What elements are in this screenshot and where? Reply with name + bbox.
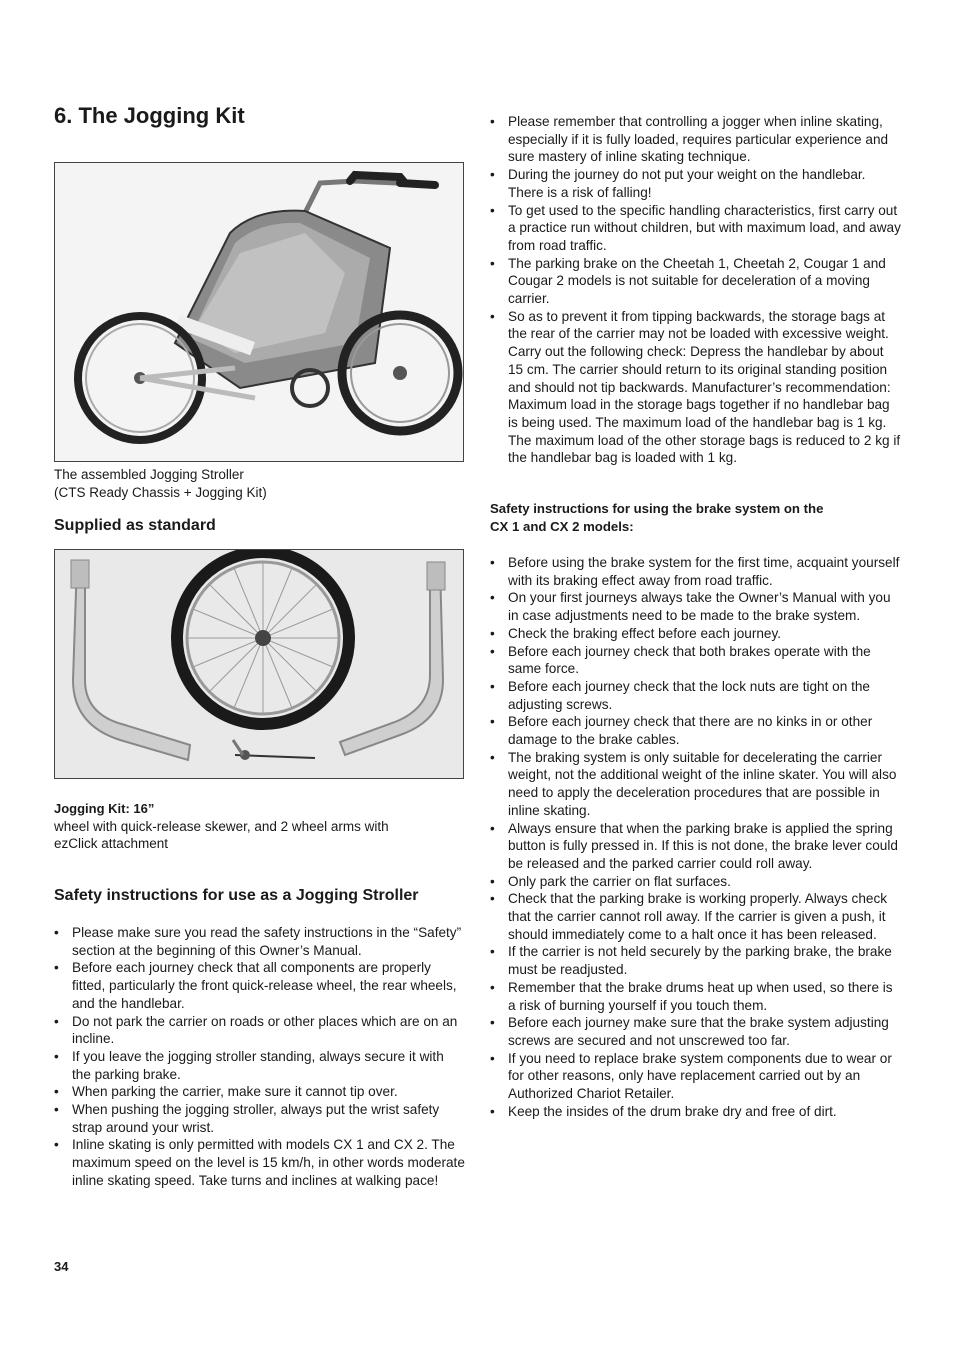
list-item: • When parking the carrier, make sure it cannot tip over. [54,1083,466,1101]
list-item: • Before each journey check that the lock nuts are tight on the adjusting screws. [490,678,902,713]
list-item: • Please remember that controlling a jogger when inline skating, especially if it is fully loaded, requires particular experience and sure mastery of inline skating technique. [490,113,902,166]
list-item: • The parking brake on the Cheetah 1, Cheetah 2, Cougar 1 and Cougar 2 models is not suitable for deceleration of a moving carrier. [490,255,902,308]
list-item: • Check that the parking brake is working properly. Always check that the carrier cannot roll away. If the carrier is given a push, it should immediately come to a halt once it has been released. [490,890,902,943]
list-item: • On your first journeys always take the Owner’s Manual with you in case adjustments need to be made to the brake system. [490,589,902,624]
kit-desc-line-1: wheel with quick-release skewer, and 2 wheel arms with [54,818,389,834]
list-item: • If you need to replace brake system components due to wear or for other reasons, only have replacement carried out by an Authorized Chariot Retailer. [490,1050,902,1103]
list-item: • Check the braking effect before each journey. [490,625,902,643]
jogging-kit-photo [54,549,464,779]
list-item: • Keep the insides of the drum brake dry and free of dirt. [490,1103,902,1121]
jogging-kit-caption [54,800,464,853]
list-item: • Only park the carrier on flat surfaces. [490,873,902,891]
list-item: • Before using the brake system for the first time, acquaint yourself with its braking effect away from road traffic. [490,554,902,589]
list-item: • Before each journey check that there are no kinks in or other damage to the brake cables. [490,713,902,748]
brake-heading-line-2: CX 1 and CX 2 models: [490,519,634,534]
safety-jogging-list [54,924,466,1190]
list-item: • So as to prevent it from tipping backwards, the storage bags at the rear of the carrier may not be loaded with excessive weight. Carry out the following check: Depress the handlebar by about 15 cm. The carrier should return to its original standing position and should not tip backwards. Manufacturer’s recommendation: Maximum load in the storage bags together if no handlebar bag is being used. The maximum load of the handlebar bag is 1 kg. The maximum load of the other storage bags is reduced to 2 kg if the handlebar bag is loaded with 1 kg. [490,308,902,467]
brake-heading [490,500,902,536]
safety-continued-list [490,113,902,467]
caption-line-2: (CTS Ready Chassis + Jogging Kit) [54,485,267,500]
stroller-photo [54,162,464,462]
list-item: • To get used to the specific handling characteristics, first carry out a practice run without children, but with maximum load, and away from road traffic. [490,202,902,255]
brake-heading-line-1: Safety instructions for using the brake system on the [490,501,824,516]
supplied-heading: Supplied as standard [54,517,216,534]
page-title: 6. The Jogging Kit [54,103,245,128]
list-item: • Inline skating is only permitted with models CX 1 and CX 2. The maximum speed on the level is 15 km/h, in other words moderate inline skating speed. Take turns and inclines at walking pace! [54,1136,466,1189]
list-item: • When pushing the jogging stroller, always put the wrist safety strap around your wrist. [54,1101,466,1136]
list-item: • Before each journey make sure that the brake system adjusting screws are secured and not unscrewed too far. [490,1014,902,1049]
list-item: • During the journey do not put your weight on the handlebar. There is a risk of falling! [490,166,902,201]
kit-desc-line-2: ezClick attachment [54,836,169,851]
stroller-caption [54,466,464,502]
brake-list [490,554,902,1121]
list-item: • If the carrier is not held securely by the parking brake, the brake must be readjusted. [490,943,902,978]
list-item: • Do not park the carrier on roads or other places which are on an incline. [54,1013,466,1048]
list-item: • If you leave the jogging stroller standing, always secure it with the parking brake. [54,1048,466,1083]
list-item: • Always ensure that when the parking brake is applied the spring button is fully pressed in. If this is not done, the brake lever could be released and the parked carrier could roll away. [490,820,902,873]
list-item: • Please make sure you read the safety instructions in the “Safety” section at the beginning of this Owner’s Manual. [54,924,466,959]
safety-jogging-heading: Safety instructions for use as a Jogging Stroller [54,887,419,904]
list-item: • The braking system is only suitable for decelerating the carrier weight, not the additional weight of the inline skater. You will also need to apply the deceleration procedures that are possible in inline skating. [490,749,902,820]
kit-title: Jogging Kit: 16” [54,801,155,816]
list-item: • Remember that the brake drums heat up when used, so there is a risk of burning yourself if you touch them. [490,979,902,1014]
caption-line-1: The assembled Jogging Stroller [54,467,244,482]
page-number: 34 [54,1259,69,1274]
list-item: • Before each journey check that both brakes operate with the same force. [490,643,902,678]
list-item: • Before each journey check that all components are properly fitted, particularly the front quick-release wheel, the rear wheels, and the handlebar. [54,959,466,1012]
